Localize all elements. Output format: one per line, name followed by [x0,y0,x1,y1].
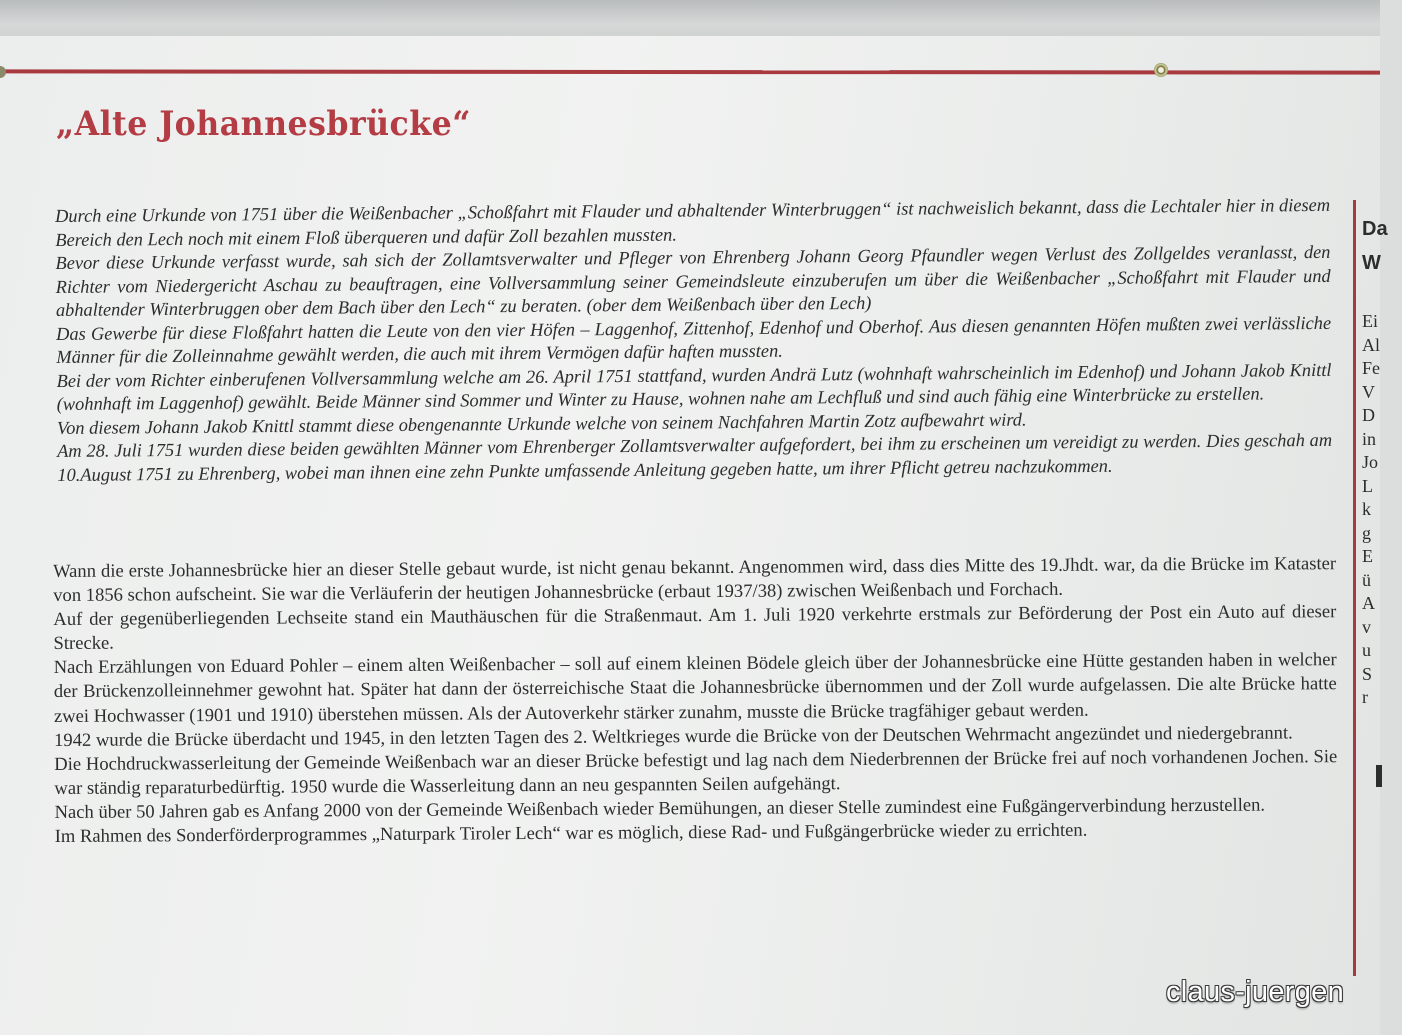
side-line-fragment: L [1362,475,1373,496]
side-line-fragment: S [1362,663,1373,684]
side-gap [1362,280,1402,310]
side-line-fragment: g [1362,522,1371,543]
side-line-fragment: E [1362,546,1373,566]
side-line-fragment: in [1362,428,1377,449]
side-gap [1362,710,1402,765]
side-line-fragment: A [1362,593,1375,613]
side-line-fragment: v [1362,616,1371,637]
history-paragraph: Nach über 50 Jahren gab es Anfang 2000 von der Gemeinde Weißenbach wieder Bemühungen, an dieser Stelle zumindest eine Fußgängerverbindung herzustellen. [54,794,1266,823]
history-paragraph: Die Hochdruckwasserleitung der Gemeinde Weißenbach war an dieser Brücke befestigt und lag nach dem Niederbrennen der Brücke frei auf noch vorhandenen Jochen. Sie war ständig reparaturbedürftig. 1950 wurde die Wasserleitung dann an neu gespannten Seilen aufgehängt. [54,745,1338,799]
side-line-fragment: r [1362,687,1368,707]
italic-history-block [55,194,1332,487]
side-column-cropped [1362,212,1402,787]
side-line-fragment: V [1362,381,1375,402]
side-line-fragment: Fe [1362,358,1380,378]
italic-paragraph: Von diesem Johann Jakob Knittl stammt diese obengenannte Urkunde welche von seinem Nachfahren Martin Zotz aufbewahrt wird. [56,409,1027,438]
side-line-fragment: Al [1362,334,1380,355]
side-line-fragment: D [1362,405,1375,425]
italic-paragraph: Bei der vom Richter einberufenen Vollversammlung welche am 26. April 1751 stattfand, wurden Andrä Lutz (wohnhaft wahrscheinlich im Edenhof) und Johann Jakob Knittl (wohnhaft im Laggenhof) gewählt. Beide Männer sind Sommer und Winter zu Hause, wohnen nahe am Lechfluß und sind auch fähig eine Winterbrücke zu erstellen. [56,359,1332,414]
history-paragraph: 1942 wurde die Brücke überdacht und 1945, in den letzten Tagen des 2. Weltkrieges wurde die Brücke von der Deutschen Wehrmacht angezündet und niedergebrannt. [54,722,1293,751]
bridge-history-block [53,552,1338,849]
side-line-fragment: ü [1362,569,1371,590]
side-line-fragment: Ei [1362,311,1378,331]
history-paragraph: Nach Erzählungen von Eduard Pohler – einem alten Weißenbacher – soll auf einem kleinen Bödele gleich über der Johannesbrücke eine Hütte gestanden haben in welcher der Brückenzolleinnehmer gewohnt hat. Später hat dann der österreichische Staat die Johannesbrücke übernommen und der Zoll wurde aufgelassen. Die alte Brücke hatte zwei Hochwasser (1901 und 1910) überstehen müssen. Als der Autoverkehr stärker zunahm, musste die Brücke tragfähiger gebaut werden. [53,649,1337,727]
side-line-fragment: Jo [1362,452,1379,472]
history-paragraph: Im Rahmen des Sonderförderprogrammes „Naturpark Tiroler Lech“ war es möglich, diese Rad- und Fußgängerbrücke wieder zu errichten. [54,819,1088,848]
side-line-fragment: u [1362,640,1371,660]
sign-board [0,36,1380,1035]
photographer-watermark: claus-juergen [1166,976,1344,1008]
side-heading: Da [1362,218,1388,240]
history-paragraph: Wann die erste Johannesbrücke hier an dieser Stelle gebaut wurde, ist nicht genau bekannt. Angenommen wird, dass dies Mitte des 19.Jhdt. war, da die Brücke im Kataster von 1856 schon aufscheint. Sie war die Verläuferin der heutigen Johannesbrücke (erbaut 1937/38) zwischen Weißenbach und Forchach. [53,553,1337,607]
side-heading-fragment [1376,765,1382,787]
italic-paragraph: Bevor diese Urkunde verfasst wurde, sah sich der Zollamtsverwalter und Pfleger von Ehrenberg Johann Georg Pfaundler wegen Verlust des Zollgeldes veranlasst, den Richter vom Niedergericht Aschau zu beauftragen, eine Vollversammlung seiner Gemeindsleute einzuberufen um über die Weißenbacher „Schoßfahrt mit Flauder und abhaltender Winterbruggen ober dem Bach über den Lech“ zu beraten. (ober dem Weißenbach über den Lech) [55,241,1331,320]
side-line-fragment: k [1362,499,1371,519]
italic-paragraph: Am 28. Juli 1751 wurden diese beiden gewählten Männer vom Ehrenberger Zollamtsverwalter aufgefordert, bei ihm zu erscheinen um vereidigt zu werden. Dies geschah am 10.August 1751 zu Ehrenberg, wobei man ihnen eine zehn Punkte umfassende Anleitung gegeben hatte, um ihrer Pflicht getreu nachzukommen. [57,429,1333,485]
sign-title: „Alte Johannesbrücke“ [56,104,471,144]
screw-icon [1154,63,1168,77]
sign-frame-top [0,0,1380,40]
italic-paragraph: Durch eine Urkunde von 1751 über die Weißenbacher „Schoßfahrt mit Flauder und abhaltender Winterbruggen“ ist nachweislich bekannt, dass die Lechtaler hier in diesem Bereich den Lech noch mit einem Floß überqueren und dafür Zoll bezahlen mussten. [55,194,1331,250]
italic-paragraph: Das Gewerbe für diese Floßfahrt hatten die Leute von den vier Höfen – Laggenhof, Zittenhof, Edenhof und Oberhof. Aus diesen genannten Höfen mußten zwei verlässliche Männer für die Zolleinnahme gewählt werden, die auch mit ihrem Vermögen dafür haften mussten. [56,312,1332,367]
side-column-divider [1353,200,1356,976]
side-heading: W [1362,252,1381,274]
history-paragraph: Auf der gegenüberliegenden Lechseite stand ein Mauthäuschen für die Straßenmaut. Am 1. Juli 1920 verkehrte erstmals zur Beförderung der Post ein Auto auf dieser Strecke. [53,601,1337,655]
